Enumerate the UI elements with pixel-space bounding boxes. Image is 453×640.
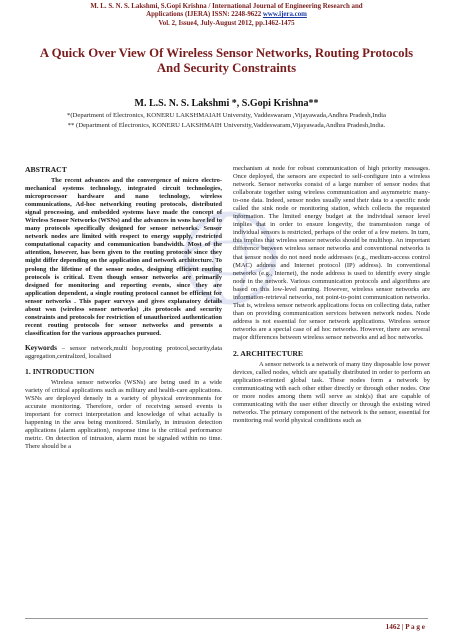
journal-citation-line: M. L. S. N. S. Lakshmi, S.Gopi Krishna / International Journal of Engineering Research and <box>90 3 363 10</box>
page-number: 1462 | P a g e <box>385 623 425 631</box>
abstract-heading: ABSTRACT <box>25 165 67 174</box>
affiliation-1: *(Department of Electronics, KONERU LAKSHMAIAH University, Vaddeswaram ,Vijayawada,Andhra Pradesh,India <box>66 112 387 119</box>
footer-rule <box>25 618 428 619</box>
journal-issn-line <box>0 11 453 19</box>
journal-link[interactable]: www.ijera.com <box>262 11 307 19</box>
keywords-label: Keywords <box>25 342 58 352</box>
author-line: M. L.S. N. S. Lakshmi *, S.Gopi Krishna** <box>134 98 319 109</box>
architecture-heading: 2. ARCHITECTURE <box>233 349 304 359</box>
affiliations <box>36 112 417 133</box>
introduction-heading: 1. INTRODUCTION <box>25 367 95 377</box>
journal-header <box>0 3 453 28</box>
right-column <box>233 165 430 425</box>
paper-title: A Quick Over View Of Wireless Sensor Networks, Routing Protocols And Security Constraints <box>39 46 414 75</box>
keywords-text: – sensor network,multi hop,routing protocol,security,data aggregation,centralized, localised <box>25 344 222 360</box>
introduction-continued-text: mechanism at node for robust communication of high priority messages. Once deployed, the sensors are expected to self-configure into a wireless network. Sensor networks consist of a large number of sensor nodes that collaborate together using wireless communication and asymmetric many-to-one data. Indeed, sensor nodes usually send their data to a specific node called the sink node or monitoring station, which collects the requested information. The limited energy budget at the individual sensor level implies that in order to ensure longevity, the transmission range of individual sensors is restricted, perhaps of the order of a few meters. In turn, this implies that wireless sensor networks should be multihop. An important difference between wireless sensor networks and conventional networks is that sensor nodes do not need node addresses (e.g., medium-access control (MAC) address and Internet protocol (IP) address). In conventional networks (e.g., Internet), the node address is used to identify every single node in the network. Various communication protocols and algorithms are based on this low-level naming. However, wireless sensor networks are information-retrieval networks, not point-to-point communication networks. That is, wireless sensor network applications focus on collecting data, rather than on providing communication services between network nodes. Node address is not essential for sensor network applications. Wireless sensor networks are a special case of ad hoc networks. However, there are several major differences between wireless sensor networks and ad hoc networks. <box>233 165 430 341</box>
affiliation-2: ** (Department of Electronics, KONERU LAKSHMAIH University,Vaddeswaram,Vijayawada,Andhra Pradesh,India. <box>67 122 386 130</box>
introduction-text: Wireless sensor networks (WSNs) are being used in a wide variety of critical applications such as military and health-care applications. WSNs are deployed densely in a variety of physical environments for accurate monitoring. Therefore, order of receiving sensed events is important for correct interpretation and knowledge of what actually is happening in the area being monitored. Similarly, in intrusion detection applications (alarm application), response time is the critical performance metric. On detection of intrusion, alarm must be signaled within no time. There should be a <box>25 379 222 451</box>
left-column <box>25 165 222 451</box>
abstract-text: The recent advances and the convergence of micro electro-mechanical systems technology, integrated circuit technologies, microprocessor hardware and nano technology, wireless communications, Ad-hoc networking routing protocols, distributed signal processing, and embedded systems have made the concept of Wireless Sensor Networks (WSNs) and the advances in wsns have led to many protocols specifically designed for sensor networks. Sensor network nodes are limited with respect to energy supply, restricted computational capacity and communication bandwidth. Most of the attention, however, has been given to the routing protocols since they might differ depending on the application and network architecture. To prolong the lifetime of the sensor nodes, designing efficient routing protocols is critical. Even though sensor networks are primarily designed for monitoring and reporting events, since they are application dependent, a single routing protocol cannot be efficient for sensor networks . This paper surveys and gives explanatory details about wsn (wireless sensor networks) ,its protocols and security constraints and protocols for restriction of unauthorized authentication recent routing protocols for sensor networks and presents a classification for the various approaches pursued. <box>25 177 222 337</box>
journal-issn: Applications (IJERA) ISSN: 2248-9622 <box>146 11 262 19</box>
architecture-text: A sensor network is a network of many tiny disposable low power devices, called nodes, which are spatially distributed in order to perform an application-oriented global task. These nodes form a network by communicating with each other either directly or through other nodes. One or more nodes among them will serve as sink(s) that are capable of communicating with the user either directly or through the existing wired networks. The primary component of the network is the sensor, essential for monitoring real world physical conditions such as <box>233 361 430 425</box>
journal-volume-line: Vol. 2, Issue4, July-August 2012, pp.1462-1475 <box>158 19 295 27</box>
keywords <box>25 344 222 361</box>
